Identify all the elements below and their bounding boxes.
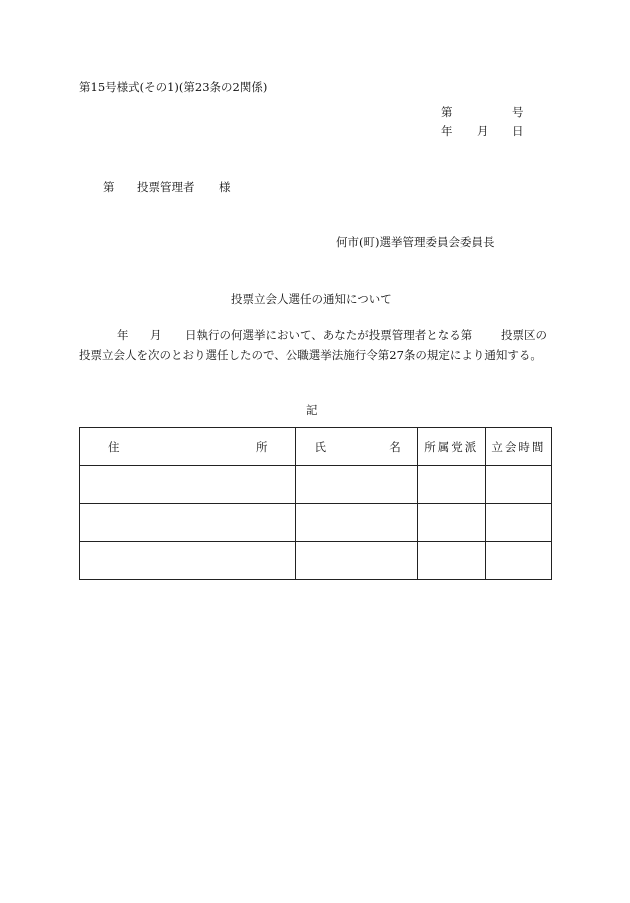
body-year: 年 <box>117 328 129 342</box>
body-month: 月 <box>150 328 162 342</box>
header-address-left: 住 <box>108 439 120 454</box>
table-header-row <box>80 428 552 466</box>
cell-address[interactable] <box>80 542 296 580</box>
cell-time[interactable] <box>485 542 551 580</box>
cell-party[interactable] <box>417 504 485 542</box>
cell-party[interactable] <box>417 542 485 580</box>
sender-title: 何市(町)選挙管理委員会委員長 <box>336 235 495 249</box>
header-time: 立会時間 <box>485 428 551 466</box>
doc-number-suffix: 号 <box>512 105 524 119</box>
appointee-table <box>79 427 552 580</box>
header-address-right: 所 <box>255 439 268 454</box>
cell-name[interactable] <box>296 542 417 580</box>
cell-party[interactable] <box>417 466 485 504</box>
addressee-prefix: 第 <box>103 180 115 194</box>
table-row <box>80 504 552 542</box>
date-month-label: 月 <box>477 124 489 138</box>
cell-time[interactable] <box>485 466 551 504</box>
cell-address[interactable] <box>80 504 296 542</box>
cell-name[interactable] <box>296 466 417 504</box>
doc-number-prefix: 第 <box>441 105 453 119</box>
date-day-label: 日 <box>512 124 524 138</box>
cell-time[interactable] <box>485 504 551 542</box>
header-party: 所属党派 <box>417 428 485 466</box>
addressee-title: 投票管理者 <box>137 180 195 194</box>
ki-heading: 記 <box>306 403 318 417</box>
body-main: 日執行の何選挙において、あなたが投票管理者となる第 <box>185 328 473 342</box>
cell-name[interactable] <box>296 504 417 542</box>
date-year-label: 年 <box>441 124 453 138</box>
addressee-honorific: 様 <box>219 180 231 194</box>
header-address <box>80 428 296 466</box>
subject-title: 投票立会人選任の通知について <box>231 292 392 306</box>
header-name-right: 名 <box>389 439 401 454</box>
body-paragraph-line2: 投票立会人を次のとおり選任したので、公職選挙法施行令第27条の規定により通知する。 <box>79 348 542 362</box>
cell-address[interactable] <box>80 466 296 504</box>
body-end: 投票区の <box>501 328 547 342</box>
table-row <box>80 542 552 580</box>
header-name-left: 氏 <box>314 439 326 454</box>
form-number: 第15号様式(その1)(第23条の2関係) <box>79 80 268 94</box>
header-name <box>296 428 417 466</box>
table-row <box>80 466 552 504</box>
